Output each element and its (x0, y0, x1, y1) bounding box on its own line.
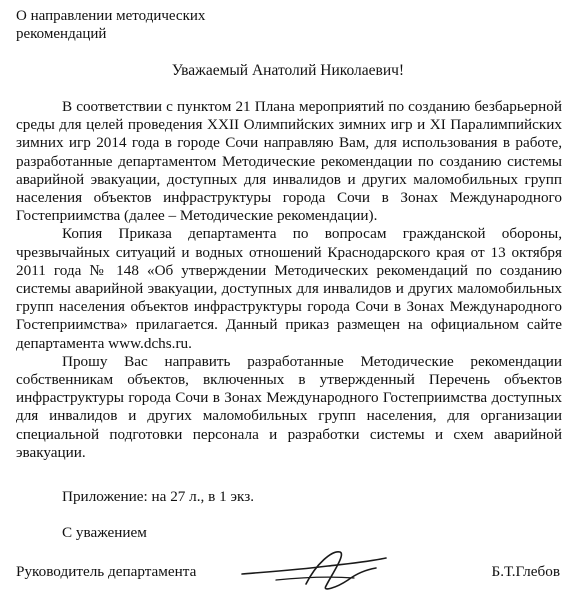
subject-line-1: О направлении методических (16, 8, 206, 24)
paragraph-2: Копия Приказа департамента по вопросам гражданской обороны, чрезвычайных ситуаций и водных отношений Краснодарского края от 13 октября 2011 года № 148 «Об утверждении Методических рекомендаций по созданию системы аварийной эвакуации, доступных для инвалидов и других маломобильных групп населения объектов инфраструктуры города Сочи в Зонах Международного Гостеприимства» прилагается. Данный приказ размещен на официальном сайте департамента www.dchs.ru. (16, 225, 562, 352)
handwritten-signature (236, 544, 396, 596)
signer-title: Руководитель департамента (16, 563, 197, 580)
paragraph-1: В соответствии с пунктом 21 Плана мероприятий по созданию безбарьерной среды для целей проведения XXII Олимпийских зимних игр и XI Паралимпийских зимних игр 2014 года в городе Сочи направляю Вам, для использования в работе, разработанные департаментом Методические рекомендации по созданию системы аварийной эвакуации, доступных для инвалидов и других маломобильных групп населения объектов инфраструктуры города Сочи в Зонах Международного Гостеприимства (далее – Методические рекомендации). (16, 98, 562, 225)
subject-line-2: рекомендаций (16, 26, 107, 42)
signer-name: Б.Т.Глебов (491, 563, 560, 580)
letter-body (16, 98, 562, 462)
subject-block (16, 7, 256, 43)
closing: С уважением (62, 524, 147, 541)
attachment-note: Приложение: на 27 л., в 1 экз. (62, 488, 255, 505)
greeting: Уважаемый Анатолий Николаевич! (171, 62, 405, 79)
paragraph-3: Прошу Вас направить разработанные Методические рекомендации собственникам объектов, включенных в утвержденный Перечень объектов инфраструктуры города Сочи в Зонах Международного Гостеприимства доступных для инвалидов и других маломобильных групп населения, для организации специальной подготовки персонала и разработки системы и схем аварийной эвакуации. (16, 352, 562, 461)
